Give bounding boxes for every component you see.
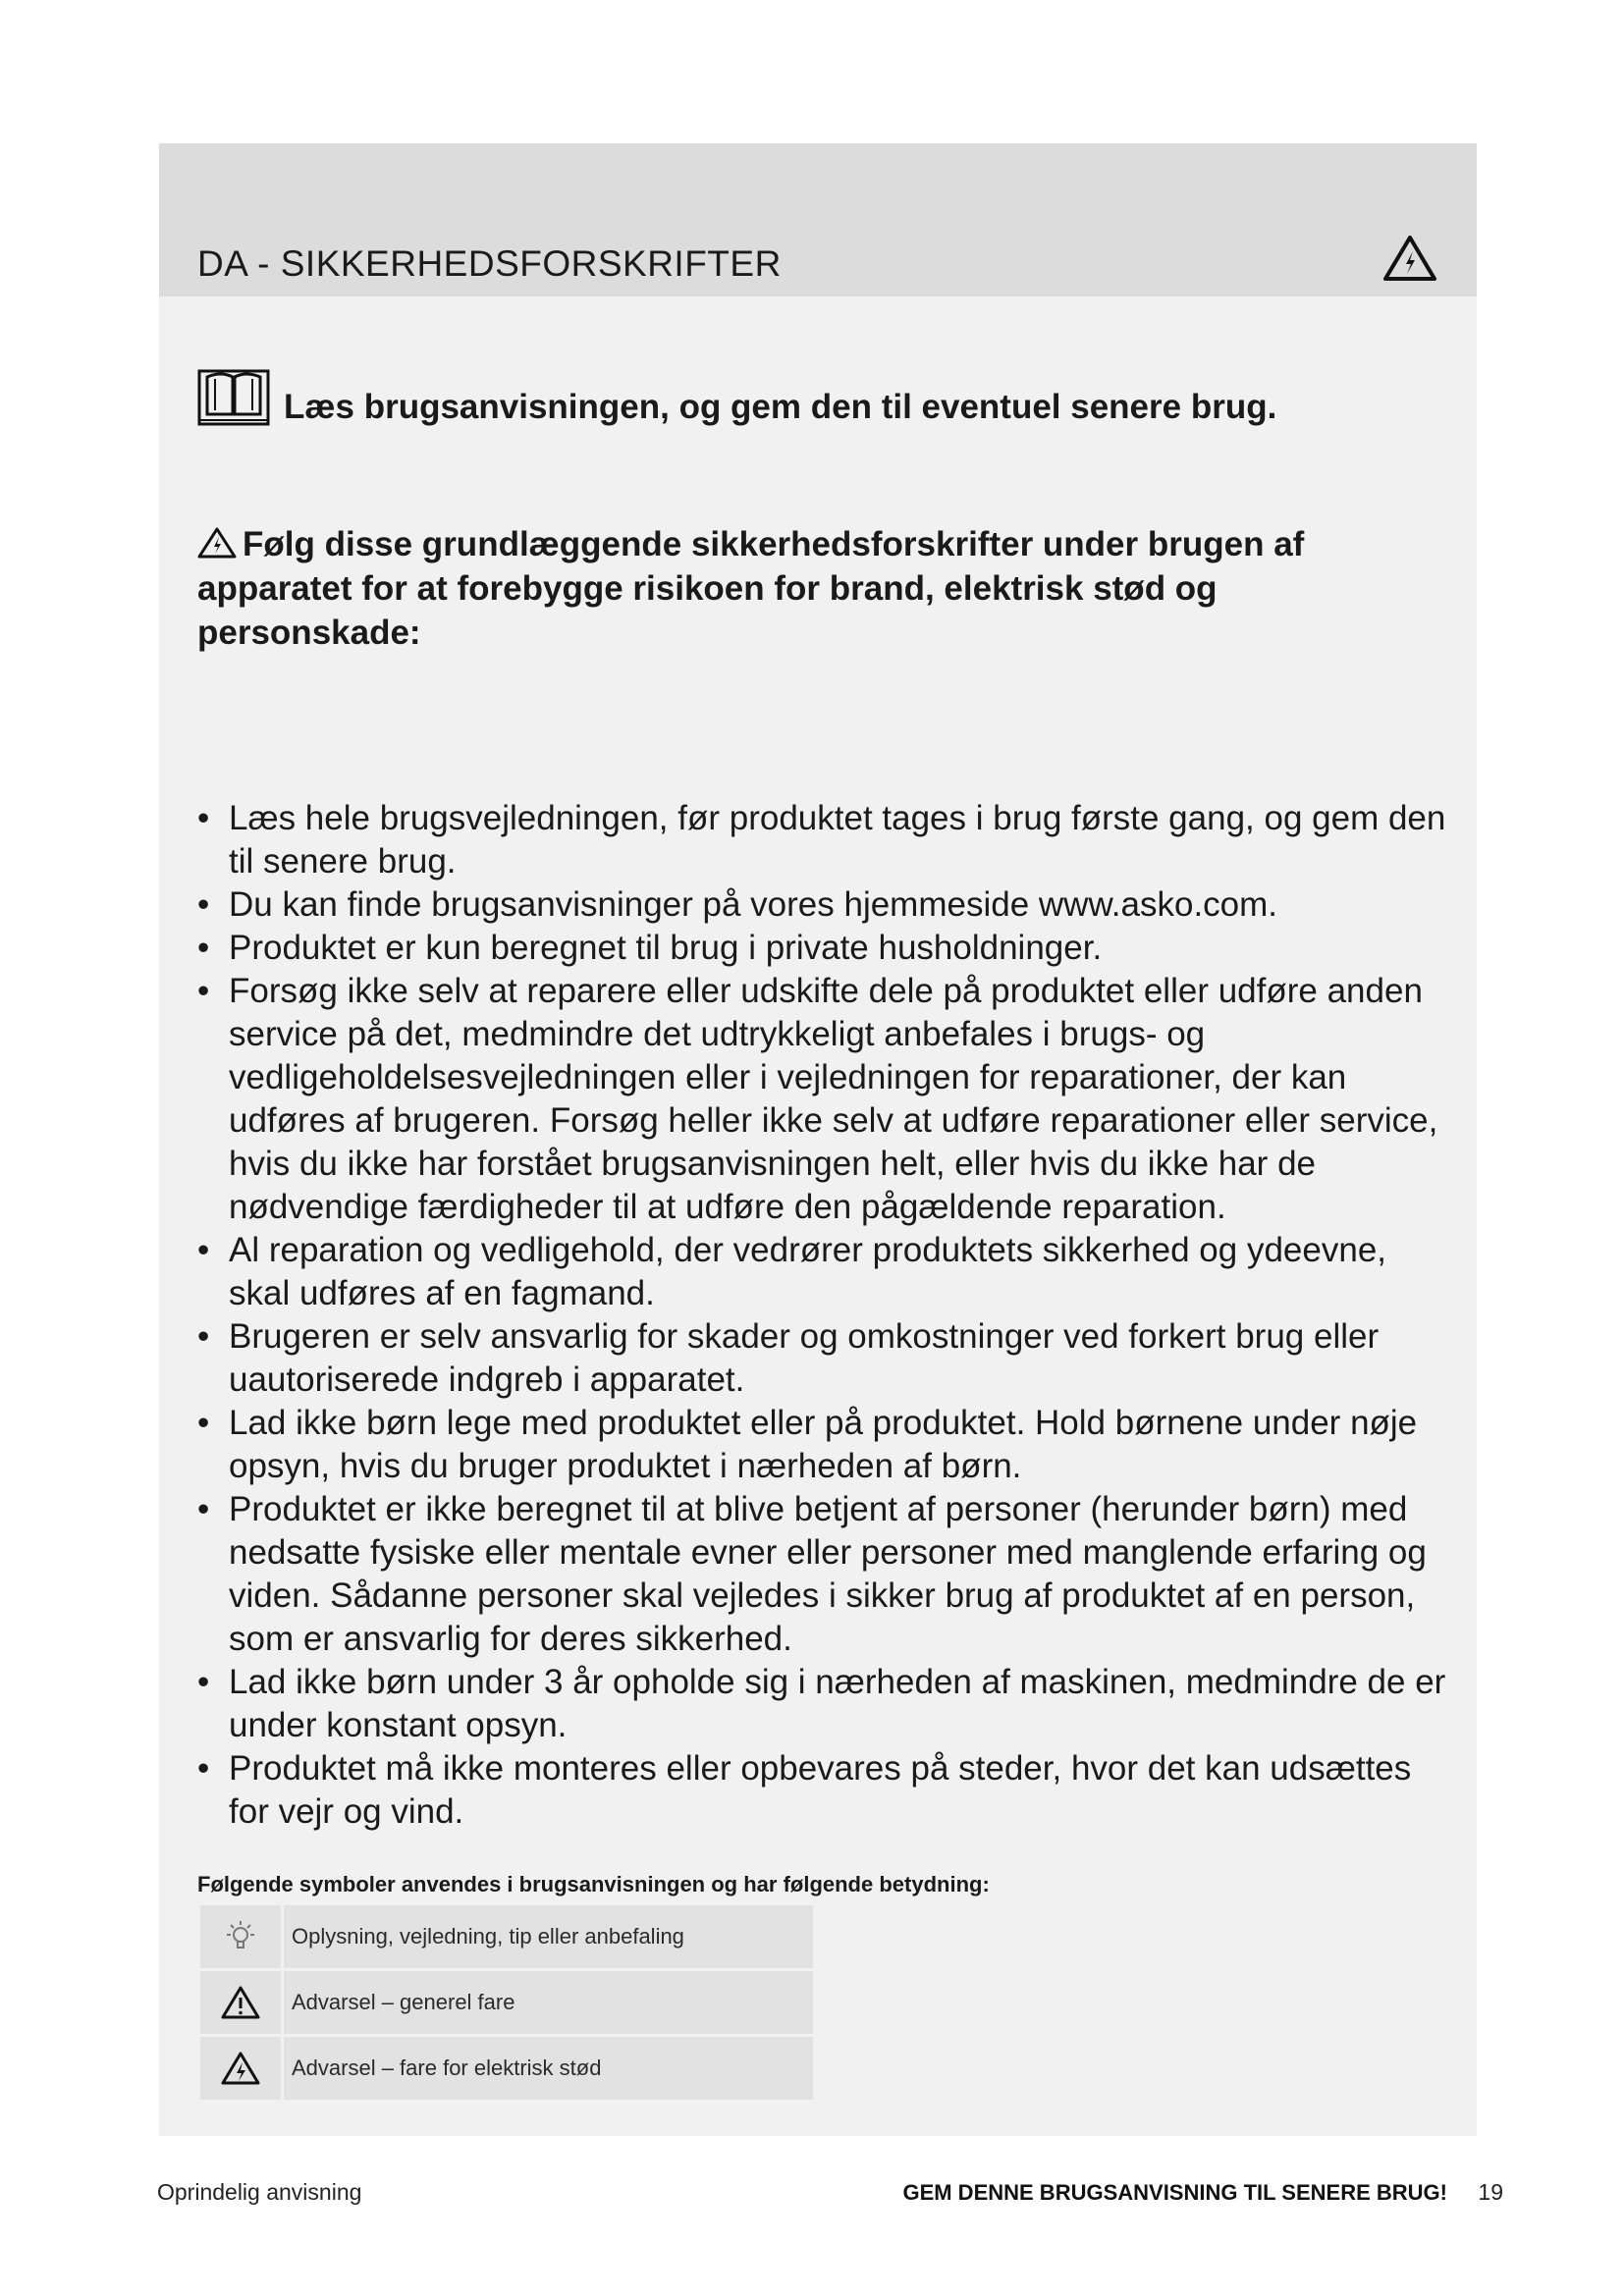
warning-triangle-icon (1382, 234, 1437, 283)
list-item: • Produktet er kun beregnet til brug i private husholdninger. (197, 927, 1454, 970)
list-item: • Du kan finde brugsanvisninger på vores hjemmeside www.asko.com. (197, 883, 1454, 927)
table-row (200, 1905, 813, 1968)
list-item: • Al reparation og vedligehold, der vedrører produktets sikkerhed og ydeevne, skal udføres af en fagmand. (197, 1229, 1454, 1315)
safety-list (197, 797, 1454, 1834)
footer-keep-manual: GEM DENNE BRUGSANVISNING TIL SENERE BRUG! (902, 2180, 1447, 2205)
read-manual-text: Læs brugsanvisningen, og gem den til eventuel senere brug. (284, 388, 1277, 426)
symbols-caption: Følgende symboler anvendes i brugsanvisningen og har følgende betydning: (197, 1872, 990, 1896)
section-title: DA - SIKKERHEDSFORSKRIFTER (197, 243, 782, 284)
electric-warning-icon (221, 2051, 260, 2086)
footer-original-notice: Oprindelig anvisning (157, 2179, 362, 2205)
table-row (200, 1971, 813, 2034)
book-icon (197, 365, 270, 428)
symbol-description: Advarsel – generel fare (284, 1971, 813, 2034)
safety-panel (159, 143, 1477, 2136)
page-number: 19 (1478, 2179, 1503, 2205)
symbols-table (197, 1902, 816, 2103)
symbol-description: Advarsel – fare for elektrisk stød (284, 2037, 813, 2100)
list-item: • Lad ikke børn lege med produktet eller på produktet. Hold børnene under nøje opsyn, hvis du bruger produktet i nærheden af børn. (197, 1402, 1454, 1488)
list-item: • Brugeren er selv ansvarlig for skader og omkostninger ved forkert brug eller uautoriserede indgreb i apparatet. (197, 1315, 1454, 1402)
read-manual-note (197, 365, 1276, 428)
lightbulb-icon (221, 1919, 260, 1954)
intro-text: Følg disse grundlæggende sikkerhedsforskrifter under brugen af apparatet for at forebygge risikoen for brand, elektrisk stød og personskade: (197, 525, 1305, 652)
list-item: • Læs hele brugsvejledningen, før produktet tages i brug første gang, og gem den til senere brug. (197, 797, 1454, 883)
header-band (159, 143, 1477, 296)
symbol-description: Oplysning, vejledning, tip eller anbefaling (284, 1905, 813, 1968)
safety-intro (197, 522, 1435, 655)
list-item: • Lad ikke børn under 3 år opholde sig i nærheden af maskinen, medmindre de er under konstant opsyn. (197, 1661, 1454, 1747)
warning-triangle-icon (221, 1985, 260, 2020)
list-item: • Produktet er ikke beregnet til at blive betjent af personer (herunder børn) med nedsatte fysiske eller mentale evner eller personer med manglende erfaring og viden. Sådanne personer skal vejledes i sikker brug af produktet af en person, som er ansvarlig for deres sikkerhed. (197, 1488, 1454, 1661)
list-item: • Forsøg ikke selv at reparere eller udskifte dele på produktet eller udføre anden service på det, medmindre det udtrykkeligt anbefales i brugs- og vedligeholdelsesvejledningen eller i vejledningen for reparationer, der kan udføres af brugeren. Forsøg heller ikke selv at udføre reparationer eller service, hvis du ikke har forstået brugsanvisningen helt, eller hvis du ikke har de nødvendige færdigheder til at udføre den pågældende reparation. (197, 970, 1454, 1229)
list-item: • Produktet må ikke monteres eller opbevares på steder, hvor det kan udsættes for vejr og vind. (197, 1747, 1454, 1834)
warning-triangle-icon (197, 526, 237, 560)
table-row (200, 2037, 813, 2100)
